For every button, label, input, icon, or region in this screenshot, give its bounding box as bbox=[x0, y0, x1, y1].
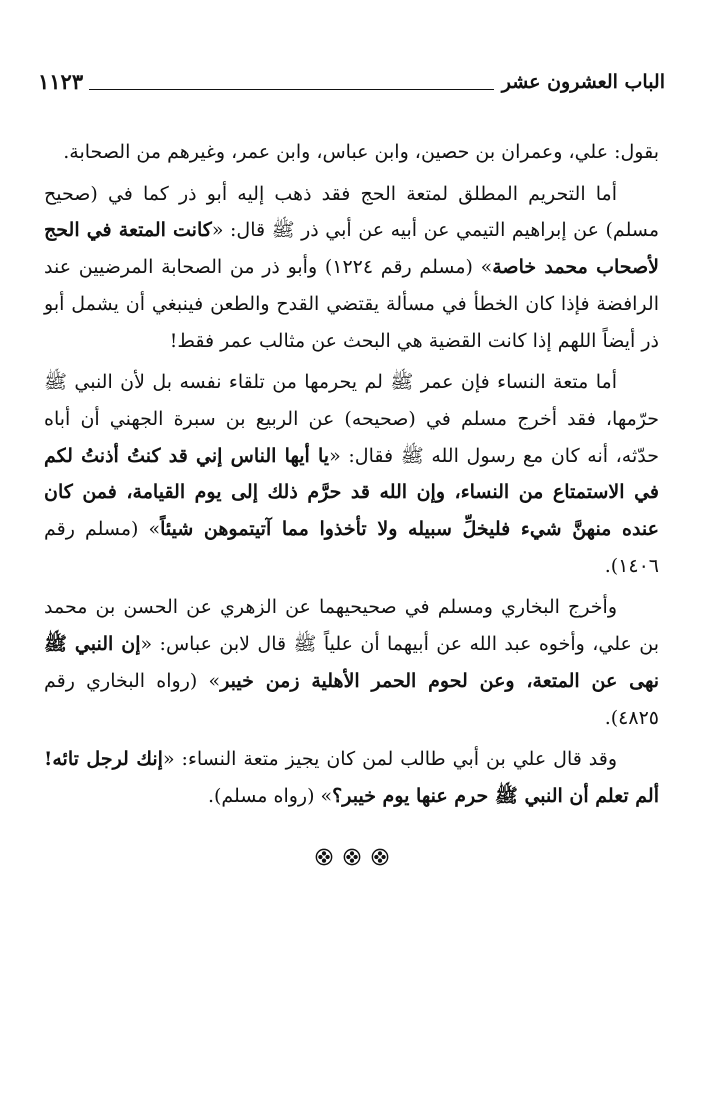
paragraph bbox=[44, 176, 659, 360]
running-header bbox=[38, 62, 665, 96]
rosette-ornament-icon bbox=[371, 848, 389, 866]
paragraph-text: » (مسلم رقم ١٢٢٤) وأبو ذر من الصحابة المرضيين عند الرافضة فإذا كان الخطأ في مسألة يقتضي القدح والطعن فينبغي أن يشمل أبو ذر أيضاً اللهم إذا كانت القضية هي البحث عن مثالب عمر فقط! bbox=[44, 256, 659, 352]
page-number: ١١٢٣ bbox=[38, 69, 84, 94]
body-text bbox=[44, 134, 659, 820]
paragraph-text: » (رواه البخاري رقم ٤٨٢٥). bbox=[44, 669, 659, 729]
paragraph-text: وقد قال علي بن أبي طالب لمن كان يجيز متعة النساء: « bbox=[162, 748, 618, 771]
section-end-ornaments bbox=[0, 848, 703, 866]
paragraph bbox=[44, 134, 659, 171]
paragraph bbox=[44, 741, 659, 814]
paragraph-text: أما متعة النساء فإن عمر ﷺ لم يحرمها من تلقاء نفسه بل لأن النبي ﷺ حرّمها، فقد أخرج مسلم في (صحيحه) عن الربيع بن سبرة الجهني أن أباه حدّثه، أنه كان مع رسول الله ﷺ فقال: « bbox=[44, 371, 659, 467]
header-rule bbox=[89, 89, 494, 90]
hadith-quote: إن النبي ﷺ نهى عن المتعة، وعن لحوم الحمر الأهلية زمن خيبر bbox=[44, 633, 660, 692]
hadith-quote: يا أيها الناس إني قد كنتُ أذنتُ لكم في الاستمتاع من النساء، وإن الله قد حرَّم ذلك إلى يوم القيامة، فمن كان عنده منهنَّ شيء فليخلِّ سبيله ولا تأخذوا مما آتيتموهن شيئاً bbox=[44, 444, 659, 541]
paragraph-text: » (رواه مسلم). bbox=[207, 784, 333, 807]
hadith-quote: كانت المتعة في الحج لأصحاب محمد خاصة bbox=[44, 219, 659, 279]
rosette-ornament-icon bbox=[315, 848, 333, 866]
hadith-quote: إنك لرجل تائه! ألم تعلم أن النبي ﷺ حرم عنها يوم خيبر؟ bbox=[44, 748, 659, 807]
paragraph-text: بقول: علي، وعمران بن حصين، وابن عباس، وابن عمر، وغيرهم من الصحابة. bbox=[63, 141, 659, 163]
chapter-title: الباب العشرون عشر bbox=[501, 71, 665, 93]
paragraph-text: وأخرج البخاري ومسلم في صحيحيهما عن الزهري عن الحسن بن محمد بن علي، وأخوه عبد الله عن أبيهما أن علياً ﷺ قال لابن عباس: « bbox=[44, 596, 659, 656]
paragraph-text: أما التحريم المطلق لمتعة الحج فقد ذهب إليه أبو ذر كما في (صحيح مسلم) عن إبراهيم التيمي عن أبيه عن أبي ذر ﷺ قال: « bbox=[44, 182, 659, 242]
paragraph bbox=[44, 364, 659, 584]
paragraph bbox=[44, 589, 659, 736]
paragraph-text: » (مسلم رقم ١٤٠٦). bbox=[44, 518, 659, 577]
rosette-ornament-icon bbox=[343, 848, 361, 866]
